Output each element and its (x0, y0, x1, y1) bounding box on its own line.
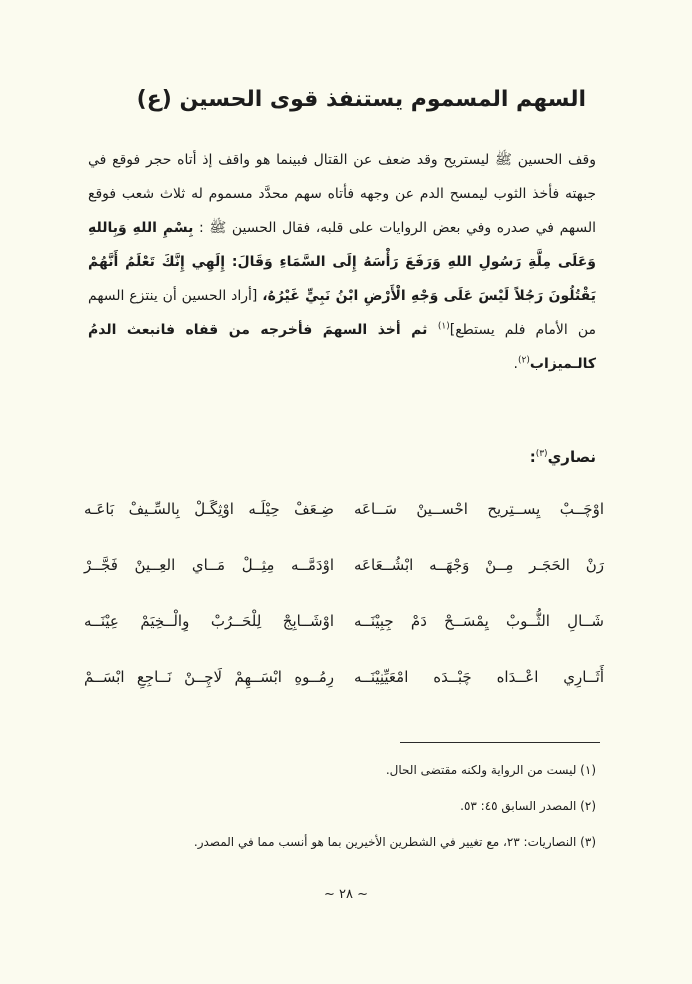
footnote-divider (400, 742, 600, 743)
poem-verse (84, 556, 604, 612)
footnote-2: (٢) المصدر السابق ٤٥: ٥٣. (460, 799, 596, 813)
footnote-1: (١) ليست من الرواية ولكنه مقتضى الحال. (385, 763, 596, 777)
poem-verse (84, 668, 604, 724)
poem (84, 500, 604, 724)
footnote-marker-2: (٢) (518, 355, 530, 366)
verse-second-hemistich: اوْشَــابِجْ لِلْحَــرُبْ وِالْــخِيَمْ عِيْنَــه (84, 612, 334, 630)
poem-heading (530, 448, 596, 466)
footnotes (88, 758, 596, 866)
verse-first-hemistich: اوْچَــبْ يِســتِريح احْســينْ سَــاعَه (354, 500, 604, 518)
verse-first-hemistich: شَــالِ الثُّــوبْ يِمْسَــحْ دَمْ جِبِيْنَــه (354, 612, 604, 630)
poem-verse (84, 612, 604, 668)
footnote-marker-3: (٣) (535, 449, 548, 459)
paragraph-text-1: وقف الحسين ﷺ ليستريح وقد ضعف عن القتال فبينما هو واقف إذ أتاه حجر فوقع في جبهته فأخذ الثوب ليمسح الدم عن وجهه فأتاه سهم محدَّد مسموم له ثلاث شعب فوقع السهم في صدره وفي بعض الروايات على قلبه، فقال الحسين ﷺ : (88, 152, 596, 236)
verse-second-hemistich: اوْدَمَّــه مِثِــلْ مَــاي العِــينْ فَجَّــرْ (84, 556, 334, 574)
footnote-3: (٣) النصاريات: ٢٣، مع تغيير في الشطرين الأخيرين بما هو أنسب مما في المصدر. (193, 835, 596, 849)
body-paragraph (88, 143, 596, 381)
quoted-prayer: بِسْمِ اللهِ وَبِاللهِ وَعَلَى مِلَّةِ رَسُولِ اللهِ وَرَفَعَ رَأْسَهُ إِلَى السَّمَاءِ وَقَالَ: إِلَهِي إِنَّكَ تَعْلَمُ أَنَّهُمْ يَقْتُلُونَ رَجُلاً لَيْسَ عَلَى وَجْهِ الْأَرْضِ ابْنُ نَبِيٍّ غَيْرُهُ، (88, 220, 596, 304)
paragraph-text-2: [أراد الحسين أن ينتزع السهم من الأمام فلم يستطع] (88, 288, 596, 338)
paragraph-text-3: ثم أخذ السهمَ فأخرجه من قفاه فانبعث الدمُ كالـميزاب (88, 322, 596, 372)
poem-verse (84, 500, 604, 556)
poet-name: نصاري (547, 448, 596, 466)
poet-colon: : (529, 448, 536, 466)
verse-second-hemistich: رِمُــوهِ ابْسَــهِمْ لَاچِــنْ نَــاجِعِ ابْسَــمْ (84, 668, 334, 686)
verse-first-hemistich: أَثَــارِي اعْــدَاه چَبْــدَه امْعَيِّنِيْنَــه (354, 668, 604, 686)
verse-second-hemistich: ضِـعَفْ حِيْلَـه اوْثِگَـلْ بِالسِّـيفْ بَاعَـه (84, 500, 334, 518)
page-title: السهم المسموم يستنفذ قوى الحسين (ع) (136, 87, 586, 112)
footnote-marker-1: (١) (437, 321, 450, 332)
paragraph-end: . (513, 356, 518, 372)
page-number: ~ ٢٨ ~ (323, 887, 369, 902)
verse-first-hemistich: رَنْ الحَجَـر مِــنْ وَجْهَــه ابْشُــعَاعَه (354, 556, 604, 574)
